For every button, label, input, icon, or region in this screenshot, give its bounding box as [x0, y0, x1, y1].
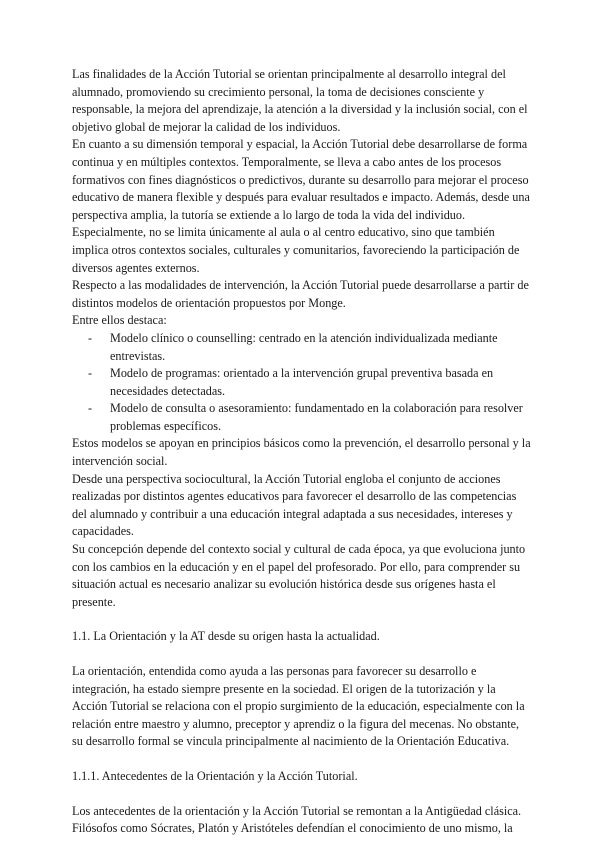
- paragraph-antecedentes: Los antecedentes de la orientación y la Acción Tutorial se remontan a la Antigüedad clásica. Filósofos como Sócrates, Platón y Aristóteles defendían el conocimiento de uno mismo, la: [72, 803, 522, 836]
- bullet-dash: -: [88, 401, 93, 416]
- paragraph-concepcion: Su concepción depende del contexto social y cultural de cada época, ya que evoluciona junto con los cambios en la educación y en el papel del profesorado. Por ello, para comprender su situación actual es necesario analizar su evolución histórica desde sus orígenes hasta el presente.: [72, 542, 526, 609]
- paragraph-sociocultural: Desde una perspectiva sociocultural, la Acción Tutorial engloba el conjunto de acciones realizadas por distintos agentes educativos para favorecer el desarrollo de las competencias del alumnado y contribuir a una educación integral adaptada a sus necesidades, intereses y capacidades.: [72, 471, 517, 539]
- paragraph-dimension-temporal: En cuanto a su dimensión temporal y espacial, la Acción Tutorial debe desarrollarse de forma continua y en múltiples contextos. Temporalmente, se lleva a cabo antes de los procesos formativos con fines diagnósticos o predictivos, durante su desarrollo para mejorar el proceso educativo de manera flexible y después para evaluar resultados e impacto. Además, desde una perspectiva amplia, la tutoría se extiende a lo largo de toda la vida del individuo. Especialmente, no se limita únicamente al aula o al centro educativo, sino que también implica otros contextos sociales, culturales y comunitarios, favoreciendo la participación de diversos agentes externos.: [72, 137, 530, 275]
- list-item-text: Modelo clínico o counselling: centrado en la atención individualizada mediante entrevistas.: [110, 330, 498, 363]
- paragraph-entre-ellos: Entre ellos destaca:: [72, 313, 167, 328]
- paragraph-finalidades: Las finalidades de la Acción Tutorial se orientan principalmente al desarrollo integral del alumnado, promoviendo su crecimiento personal, la toma de decisiones consciente y responsable, la mejora del aprendizaje, la atención a la diversidad y la inclusión social, con el objetivo global de mejorar la calidad de los individuos.: [72, 67, 528, 134]
- list-item: [72, 400, 532, 435]
- section-heading: 1.1. La Orientación y la AT desde su origen hasta la actualidad.: [72, 629, 380, 644]
- subsection-heading: 1.1.1. Antecedentes de la Orientación y la Acción Tutorial.: [72, 768, 358, 783]
- models-list: [72, 330, 532, 436]
- bullet-dash: -: [88, 366, 93, 381]
- list-item-text: Modelo de consulta o asesoramiento: fundamentado en la colaboración para resolver problemas específicos.: [110, 401, 523, 433]
- list-item-text: Modelo de programas: orientado a la intervención grupal preventiva basada en necesidades detectadas.: [110, 366, 494, 398]
- paragraph-orientacion: La orientación, entendida como ayuda a las personas para favorecer su desarrollo e integración, ha estado siempre presente en la sociedad. El origen de la tutorización y la Acción Tutorial se relaciona con el propio surgimiento de la educación, especialmente con la relación entre maestro y alumno, preceptor y aprendiz o la figura del mecenas. No obstante, su desarrollo formal se vincula principalmente al nacimiento de la Orientación Educativa.: [72, 664, 525, 749]
- list-item: [72, 365, 532, 400]
- bullet-dash: -: [88, 330, 93, 345]
- document-page: [72, 66, 532, 838]
- paragraph-principios: Estos modelos se apoyan en principios básicos como la prevención, el desarrollo personal y la intervención social.: [72, 436, 531, 469]
- list-item: [72, 330, 532, 365]
- paragraph-modalidades: Respecto a las modalidades de intervención, la Acción Tutorial puede desarrollarse a partir de distintos modelos de orientación propuestos por Monge.: [72, 278, 529, 310]
